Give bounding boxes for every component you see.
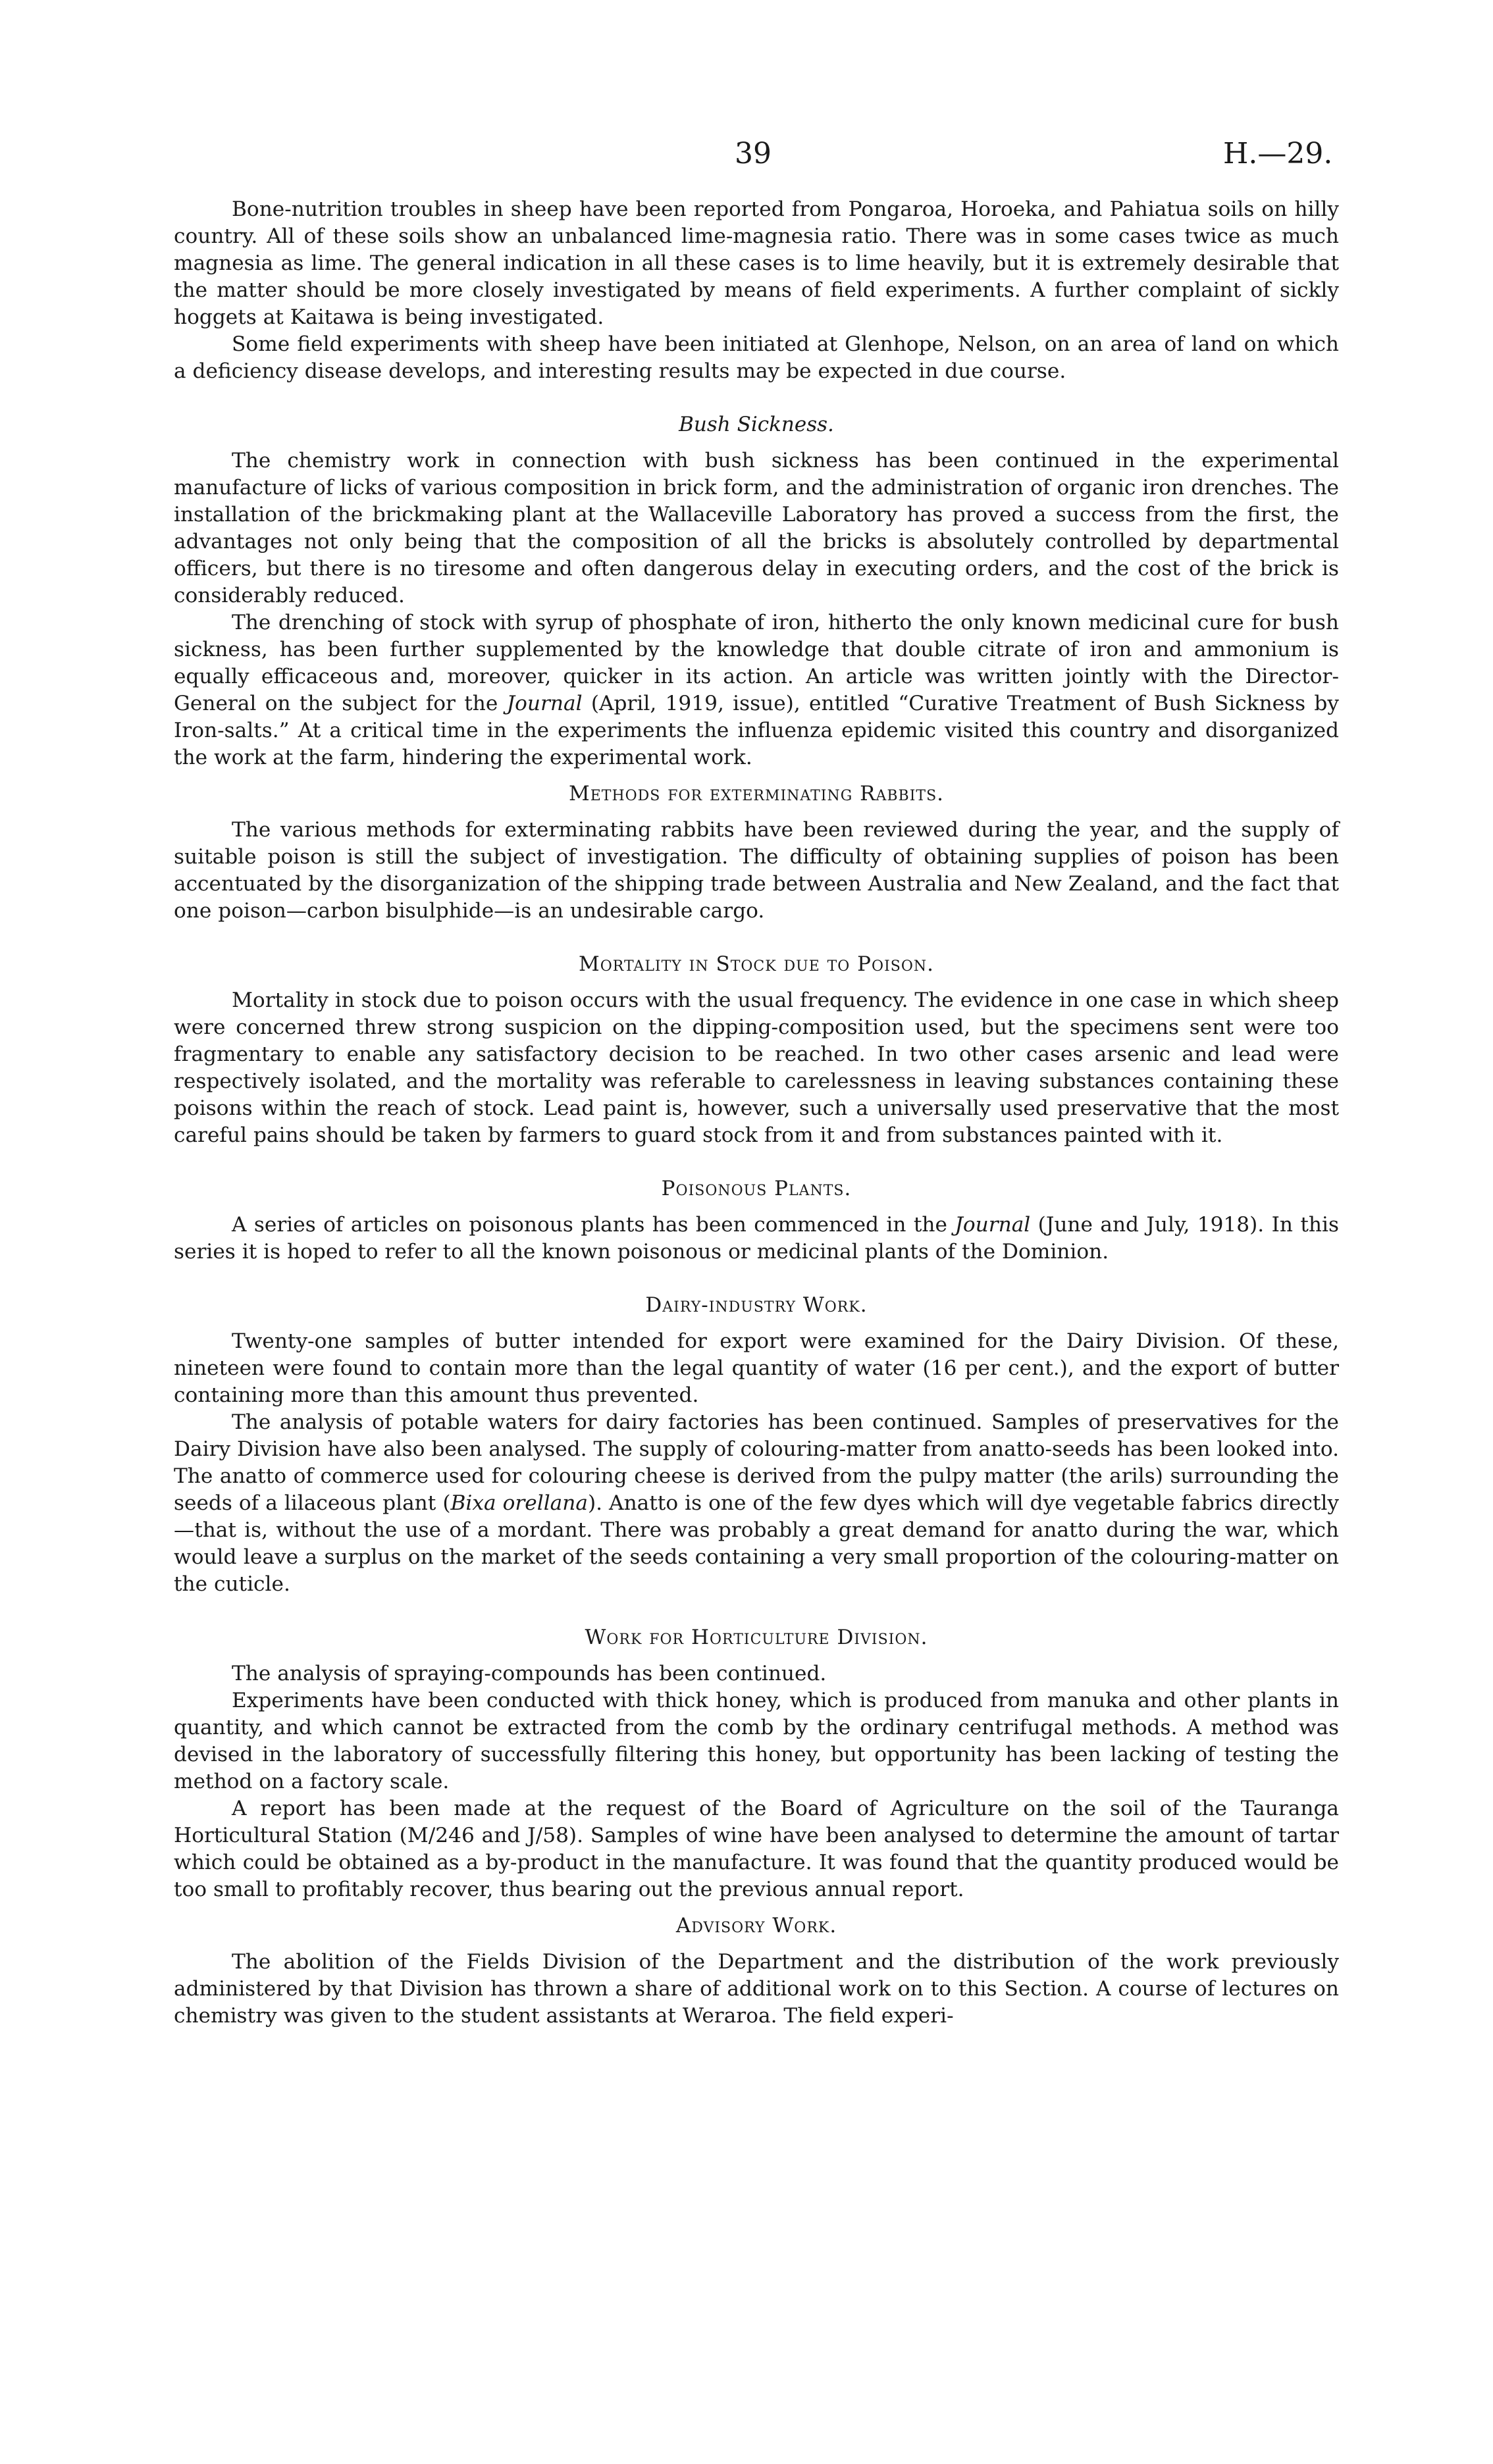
heading-dairy-industry: Dairy-industry Work.	[645, 1293, 868, 1317]
paragraph-thick-honey: Experiments have been conducted with thick honey, which is produced from manuka and other plants in quantity, and which cannot be extracted from the comb by the ordinary centrifugal methods. A method was devised in the laboratory of successfully filtering this honey, but opportunity has been lacking of testing the method on a factory scale.	[174, 1689, 1339, 1793]
paragraph-butter-samples: Twenty-one samples of butter intended for export were examined for the Dairy Division. Of these, nineteen were found to contain more than the legal quantity of water (16 per cent.), and the export of butter containing more than this amount thus prevented.	[174, 1329, 1339, 1407]
heading-exterminating-rabbits: Methods for exterminating Rabbits.	[568, 782, 945, 806]
heading-poisonous-plants: Poisonous Plants.	[661, 1177, 852, 1200]
paragraph-mortality: Mortality in stock due to poison occurs with the usual frequency. The evidence in one case in which sheep were concerned threw strong suspicion on the dipping-composition used, but the specimens sent were too fragmentary to enable any satisfactory decision to be reached. In two other cases arsenic and lead were respectively isolated, and the mortality was referable to carelessness in leaving substances containing these poisons within the reach of stock. Lead paint is, however, such a universally used preservative that the most careful pains should be taken by farmers to guard stock from it and from substances painted with it.	[174, 988, 1339, 1147]
paragraph-anatto: The analysis of potable waters for dairy factories has been continued. Samples of preservatives for the Dairy Division have also been analysed. The supply of colouring-matter from anatto-seeds has been looked into. The anatto of commerce used for colouring cheese is derived from the pulpy matter (the arils) surrounding the seeds of a lilaceous plant (Bixa orellana). Anatto is one of the few dyes which will dye vegetable fabrics directly—that is, without the use of a mordant. There was probably a great demand for anatto during the war, which would leave a surplus on the market of the seeds containing a very small proportion of the colouring-matter on the cuticle.	[174, 1410, 1340, 1596]
paragraph-bush-chemistry: The chemistry work in connection with bush sickness has been continued in the experimental manufacture of licks of various composition in brick form, and the administration of organic iron drenches. The installation of the brickmaking plant at the Wallaceville Laboratory has proved a success from the first, the advantages not only being that the composition of all the bricks is absolutely controlled by departmental officers, but there is no tiresome and often dangerous delay in executing orders, and the cost of the brick is considerably reduced.	[174, 449, 1339, 607]
page-number: 39	[735, 137, 772, 170]
paragraph-bush-drenching: The drenching of stock with syrup of phosphate of iron, hitherto the only known medicinal cure for bush sickness, has been further supplemented by the knowledge that double citrate of iron and ammonium is equally efficaceous and, moreover, quicker in its action. An article was written jointly with the Director-General on the subject for the Journal (April, 1919, issue), entitled “Curative Treatment of Bush Sickness by Iron-salts.” At a critical time in the experiments the influenza epidemic visited this country and disorganized the work at the farm, hindering the experimental work.	[174, 611, 1340, 769]
heading-bush-sickness: Bush Sickness.	[679, 413, 834, 436]
paragraph-spraying-compounds: The analysis of spraying-compounds has been continued.	[232, 1662, 827, 1685]
paragraph-poisonous-plants: A series of articles on poisonous plants has been commenced in the Journal (June and July, 1918). In this series it is hoped to refer to all the known poisonous or medicinal plants of the Dominion.	[174, 1213, 1339, 1264]
document-reference: H.—29.	[1223, 137, 1333, 170]
heading-advisory-work: Advisory Work.	[675, 1914, 837, 1938]
paragraph-advisory: The abolition of the Fields Division of the Department and the distribution of the work previously administered by that Division has thrown a share of additional work on to this Section. A course of lectures on chemistry was given to the student assistants at Weraroa. The field experi-	[174, 1950, 1339, 2028]
paragraph-tauranga-report: A report has been made at the request of the Board of Agriculture on the soil of the Tauranga Horticultural Station (M/246 and J/58). Samples of wine have been analysed to determine the amount of tartar which could be obtained as a by-product in the manufacture. It was found that the quantity produced would be too small to profitably recover, thus bearing out the previous annual report.	[174, 1797, 1339, 1901]
document-body	[174, 196, 1339, 2030]
paragraph-rabbits: The various methods for exterminating rabbits have been reviewed during the year, and the supply of suitable poison is still the subject of investigation. The difficulty of obtaining supplies of poison has been accentuated by the disorganization of the shipping trade between Australia and New Zealand, and the fact that one poison—carbon bisulphide—is an undesirable cargo.	[174, 818, 1339, 923]
paragraph-field-experiments: Some field experiments with sheep have been initiated at Glenhope, Nelson, on an area of land on which a deficiency disease develops, and interesting results may be expected in due course.	[174, 332, 1339, 383]
heading-mortality-poison: Mortality in Stock due to Poison.	[579, 952, 934, 976]
paragraph-bone-nutrition: Bone-nutrition troubles in sheep have been reported from Pongaroa, Horoeka, and Pahiatua soils on hilly country. All of these soils show an unbalanced lime-magnesia ratio. There was in some cases twice as much magnesia as lime. The general indication in all these cases is to lime heavily, but it is extremely desirable that the matter should be more closely investigated by means of field experiments. A further complaint of sickly hoggets at Kaitawa is being investigated.	[174, 197, 1339, 329]
heading-horticulture-division: Work for Horticulture Division.	[585, 1626, 928, 1649]
